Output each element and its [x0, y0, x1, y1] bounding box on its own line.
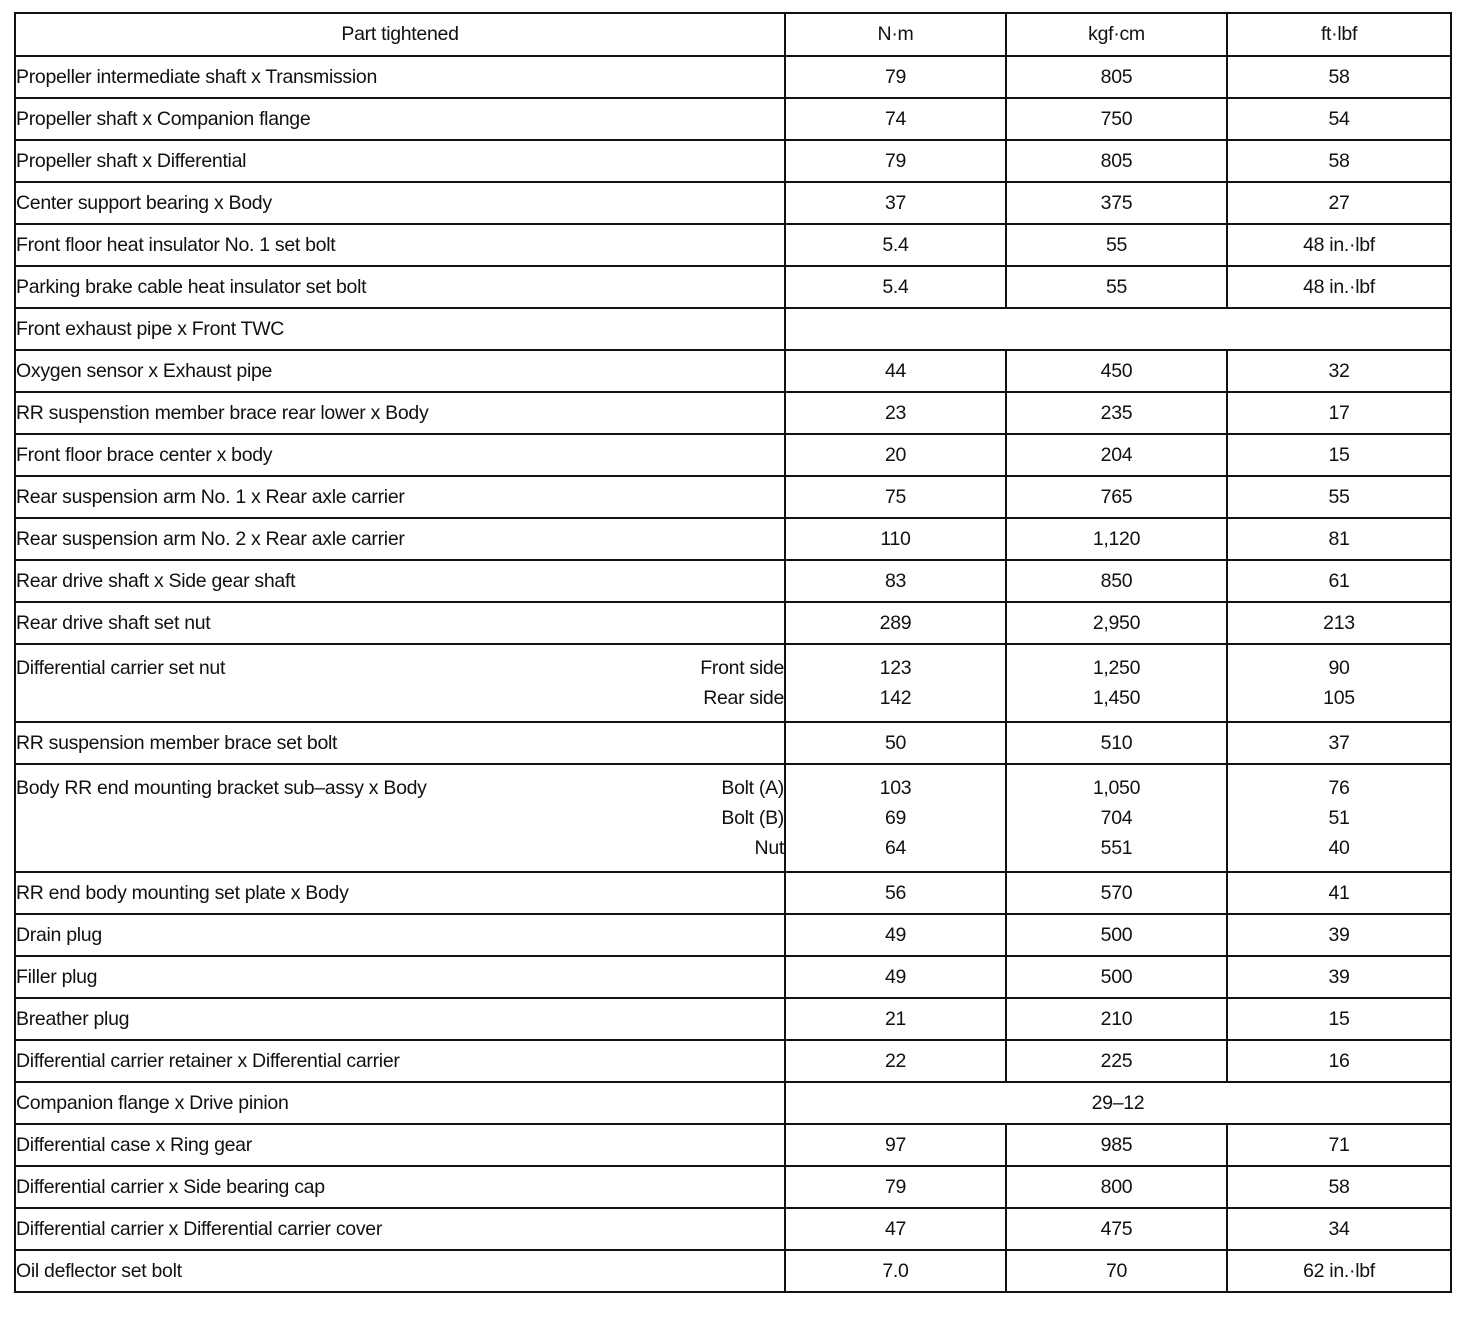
ft-cell	[1227, 644, 1451, 722]
part-cell: Oil deflector set bolt	[15, 1250, 785, 1292]
ft-cell: 27	[1227, 182, 1451, 224]
part-cell: Rear drive shaft set nut	[15, 602, 785, 644]
ft-cell: 39	[1227, 956, 1451, 998]
table-row-multi	[15, 764, 1451, 872]
part-cell: Differential case x Ring gear	[15, 1124, 785, 1166]
part-cell: Propeller shaft x Companion flange	[15, 98, 785, 140]
kgf-cell: 805	[1006, 56, 1227, 98]
ft-value: 105	[1323, 687, 1355, 709]
sub-labels	[700, 653, 784, 713]
part-cell: Differential carrier retainer x Differential carrier	[15, 1040, 785, 1082]
kgf-cell: 55	[1006, 266, 1227, 308]
table-row	[15, 722, 1451, 764]
kgf-cell: 70	[1006, 1250, 1227, 1292]
part-cell: Center support bearing x Body	[15, 182, 785, 224]
table-row	[15, 560, 1451, 602]
sub-label: Nut	[754, 837, 784, 859]
table-row	[15, 350, 1451, 392]
torque-spec-table	[14, 12, 1452, 1293]
ft-cell: 39	[1227, 914, 1451, 956]
part-cell: Oxygen sensor x Exhaust pipe	[15, 350, 785, 392]
ft-cell: 54	[1227, 98, 1451, 140]
header-nm: N·m	[785, 13, 1006, 56]
kgf-cell: 204	[1006, 434, 1227, 476]
part-cell: Rear suspension arm No. 2 x Rear axle carrier	[15, 518, 785, 560]
span-value-cell	[785, 308, 1451, 350]
nm-cell	[785, 764, 1006, 872]
ft-cell: 58	[1227, 140, 1451, 182]
nm-cell: 5.4	[785, 266, 1006, 308]
ft-value: 90	[1328, 657, 1350, 679]
nm-cell: 49	[785, 914, 1006, 956]
nm-cell: 74	[785, 98, 1006, 140]
kgf-value: 1,450	[1092, 687, 1141, 709]
part-cell: Differential carrier x Side bearing cap	[15, 1166, 785, 1208]
kgf-cell: 55	[1006, 224, 1227, 266]
part-cell: RR suspension member brace set bolt	[15, 722, 785, 764]
ft-cell: 37	[1227, 722, 1451, 764]
nm-cell: 21	[785, 998, 1006, 1040]
nm-cell: 23	[785, 392, 1006, 434]
kgf-cell: 1,120	[1006, 518, 1227, 560]
sub-labels	[721, 773, 784, 863]
table-row	[15, 1040, 1451, 1082]
ft-value: 40	[1328, 837, 1350, 859]
table-row	[15, 392, 1451, 434]
sub-label: Bolt (A)	[721, 777, 784, 799]
part-cell: Front floor brace center x body	[15, 434, 785, 476]
nm-cell: 5.4	[785, 224, 1006, 266]
part-cell: Filler plug	[15, 956, 785, 998]
nm-value: 123	[879, 657, 912, 679]
nm-cell: 79	[785, 56, 1006, 98]
part-label: Differential carrier set nut	[16, 657, 226, 679]
kgf-value: 551	[1100, 837, 1133, 859]
part-cell	[15, 644, 785, 722]
nm-cell: 22	[785, 1040, 1006, 1082]
kgf-cell: 450	[1006, 350, 1227, 392]
ft-cell: 58	[1227, 56, 1451, 98]
header-part: Part tightened	[15, 13, 785, 56]
part-cell: Parking brake cable heat insulator set bolt	[15, 266, 785, 308]
nm-cell: 110	[785, 518, 1006, 560]
part-cell: Drain plug	[15, 914, 785, 956]
kgf-cell: 765	[1006, 476, 1227, 518]
table-row	[15, 266, 1451, 308]
table-row	[15, 518, 1451, 560]
nm-cell: 20	[785, 434, 1006, 476]
part-cell: Breather plug	[15, 998, 785, 1040]
nm-cell: 47	[785, 1208, 1006, 1250]
kgf-cell: 850	[1006, 560, 1227, 602]
table-row	[15, 140, 1451, 182]
part-cell: Rear suspension arm No. 1 x Rear axle carrier	[15, 476, 785, 518]
part-cell: Front exhaust pipe x Front TWC	[15, 308, 785, 350]
sub-label: Bolt (B)	[721, 807, 784, 829]
nm-cell: 56	[785, 872, 1006, 914]
ft-cell: 17	[1227, 392, 1451, 434]
kgf-cell: 750	[1006, 98, 1227, 140]
ft-cell: 48 in.·lbf	[1227, 266, 1451, 308]
nm-cell: 97	[785, 1124, 1006, 1166]
ft-value: 76	[1328, 777, 1350, 799]
nm-cell: 79	[785, 1166, 1006, 1208]
span-value-cell: 29–12	[785, 1082, 1451, 1124]
table-row-multi	[15, 644, 1451, 722]
ft-cell: 34	[1227, 1208, 1451, 1250]
table-row	[15, 998, 1451, 1040]
header-kgf: kgf·cm	[1006, 13, 1227, 56]
header-row	[15, 13, 1451, 56]
part-cell: Rear drive shaft x Side gear shaft	[15, 560, 785, 602]
ft-cell: 81	[1227, 518, 1451, 560]
table-row	[15, 1124, 1451, 1166]
kgf-cell: 235	[1006, 392, 1227, 434]
sub-label: Front side	[700, 657, 784, 679]
nm-cell: 50	[785, 722, 1006, 764]
kgf-cell: 375	[1006, 182, 1227, 224]
part-cell: RR suspenstion member brace rear lower x Body	[15, 392, 785, 434]
table-row	[15, 56, 1451, 98]
kgf-cell: 510	[1006, 722, 1227, 764]
kgf-cell	[1006, 644, 1227, 722]
nm-cell: 37	[785, 182, 1006, 224]
ft-cell: 58	[1227, 1166, 1451, 1208]
nm-value: 69	[884, 807, 907, 829]
kgf-cell	[1006, 764, 1227, 872]
kgf-cell: 2,950	[1006, 602, 1227, 644]
part-cell: RR end body mounting set plate x Body	[15, 872, 785, 914]
nm-cell	[785, 644, 1006, 722]
kgf-cell: 225	[1006, 1040, 1227, 1082]
kgf-value: 1,050	[1092, 777, 1141, 799]
nm-value: 142	[879, 687, 912, 709]
table-row	[15, 1250, 1451, 1292]
ft-cell: 48 in.·lbf	[1227, 224, 1451, 266]
table-row	[15, 602, 1451, 644]
ft-cell: 15	[1227, 998, 1451, 1040]
table-row	[15, 434, 1451, 476]
part-label: Body RR end mounting bracket sub–assy x Body	[16, 777, 427, 799]
kgf-cell: 985	[1006, 1124, 1227, 1166]
part-cell: Differential carrier x Differential carrier cover	[15, 1208, 785, 1250]
kgf-value: 704	[1100, 807, 1133, 829]
ft-cell: 55	[1227, 476, 1451, 518]
table-row	[15, 872, 1451, 914]
table-row	[15, 956, 1451, 998]
ft-cell: 61	[1227, 560, 1451, 602]
nm-cell: 7.0	[785, 1250, 1006, 1292]
ft-cell: 41	[1227, 872, 1451, 914]
nm-cell: 289	[785, 602, 1006, 644]
kgf-cell: 800	[1006, 1166, 1227, 1208]
part-cell: Propeller shaft x Differential	[15, 140, 785, 182]
table-row	[15, 98, 1451, 140]
kgf-cell: 500	[1006, 914, 1227, 956]
kgf-cell: 475	[1006, 1208, 1227, 1250]
part-cell: Propeller intermediate shaft x Transmission	[15, 56, 785, 98]
ft-cell: 62 in.·lbf	[1227, 1250, 1451, 1292]
ft-cell: 16	[1227, 1040, 1451, 1082]
table-row	[15, 308, 1451, 350]
kgf-cell: 570	[1006, 872, 1227, 914]
nm-cell: 83	[785, 560, 1006, 602]
ft-cell: 71	[1227, 1124, 1451, 1166]
table-row	[15, 1166, 1451, 1208]
table-row	[15, 1208, 1451, 1250]
table-row	[15, 914, 1451, 956]
sub-label: Rear side	[703, 687, 784, 709]
table-row	[15, 1082, 1451, 1124]
part-cell: Front floor heat insulator No. 1 set bolt	[15, 224, 785, 266]
table-row	[15, 224, 1451, 266]
ft-cell: 32	[1227, 350, 1451, 392]
nm-cell: 44	[785, 350, 1006, 392]
table-row	[15, 182, 1451, 224]
kgf-cell: 500	[1006, 956, 1227, 998]
part-cell: Companion flange x Drive pinion	[15, 1082, 785, 1124]
kgf-value: 1,250	[1092, 657, 1141, 679]
nm-value: 64	[884, 837, 907, 859]
nm-cell: 79	[785, 140, 1006, 182]
ft-cell: 15	[1227, 434, 1451, 476]
ft-cell	[1227, 764, 1451, 872]
nm-value: 103	[879, 777, 912, 799]
ft-cell: 213	[1227, 602, 1451, 644]
header-ft: ft·lbf	[1227, 13, 1451, 56]
part-cell	[15, 764, 785, 872]
nm-cell: 75	[785, 476, 1006, 518]
ft-value: 51	[1328, 807, 1350, 829]
kgf-cell: 805	[1006, 140, 1227, 182]
table-row	[15, 476, 1451, 518]
kgf-cell: 210	[1006, 998, 1227, 1040]
nm-cell: 49	[785, 956, 1006, 998]
